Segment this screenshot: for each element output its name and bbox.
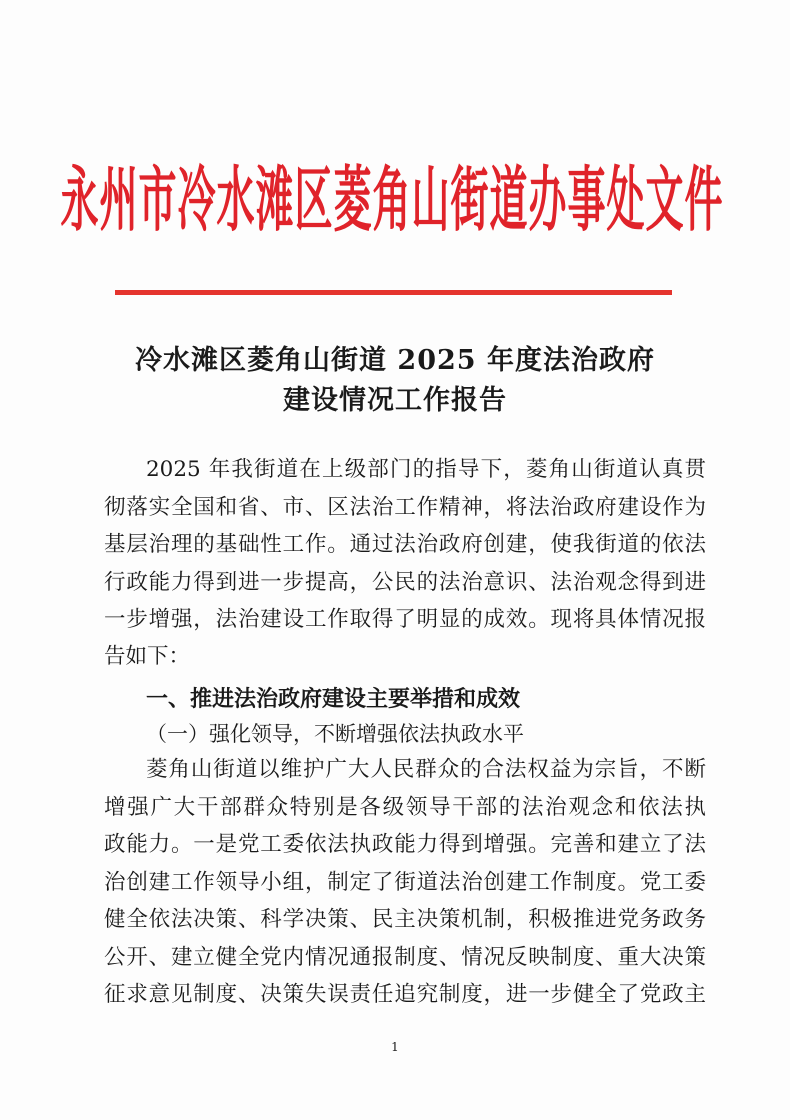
subsection-heading: （一）强化领导，不断增强依法执政水平 bbox=[146, 722, 524, 746]
report-title-line1: 冷水滩区菱角山街道 2025 年度法治政府 bbox=[135, 345, 655, 376]
intro-line: 行政能力得到进一步提高，公民的法治意识、法治观念得到进 bbox=[104, 570, 706, 595]
document-issuer-header bbox=[60, 148, 724, 241]
intro-line: 2025 年我街道在上级部门的指导下，菱角山街道认真贯 bbox=[146, 457, 706, 482]
issuer-title: 永州市冷水滩区菱角山街道办事处文件 bbox=[60, 162, 724, 241]
body-line: 健全依法决策、科学决策、民主决策机制，积极推进党务政务 bbox=[104, 907, 706, 932]
body-line: 征求意见制度、决策失误责任追究制度，进一步健全了党政主 bbox=[104, 982, 706, 1007]
intro-line: 告如下： bbox=[104, 644, 191, 669]
intro-line: 彻落实全国和省、市、区法治工作精神，将法治政府建设作为 bbox=[104, 495, 706, 520]
intro-line: 一步增强，法治建设工作取得了明显的成效。现将具体情况报 bbox=[104, 607, 706, 632]
body-line: 公开、建立健全党内情况通报制度、情况反映制度、重大决策 bbox=[104, 945, 706, 970]
intro-line: 基层治理的基础性工作。通过法治政府创建，使我街道的依法 bbox=[104, 532, 706, 557]
page-number: 1 bbox=[391, 1040, 399, 1054]
section-heading: 一、推进法治政府建设主要举措和成效 bbox=[146, 686, 521, 712]
report-title-line2: 建设情况工作报告 bbox=[283, 385, 507, 416]
red-divider bbox=[115, 290, 672, 295]
body-line: 治创建工作领导小组，制定了街道法治创建工作制度。党工委 bbox=[104, 870, 706, 895]
body-line: 增强广大干部群众特别是各级领导干部的法治观念和依法执 bbox=[104, 795, 706, 820]
body-line: 政能力。一是党工委依法执政能力得到增强。完善和建立了法 bbox=[104, 832, 706, 857]
body-line: 菱角山街道以维护广大人民群众的合法权益为宗旨，不断 bbox=[146, 757, 706, 782]
